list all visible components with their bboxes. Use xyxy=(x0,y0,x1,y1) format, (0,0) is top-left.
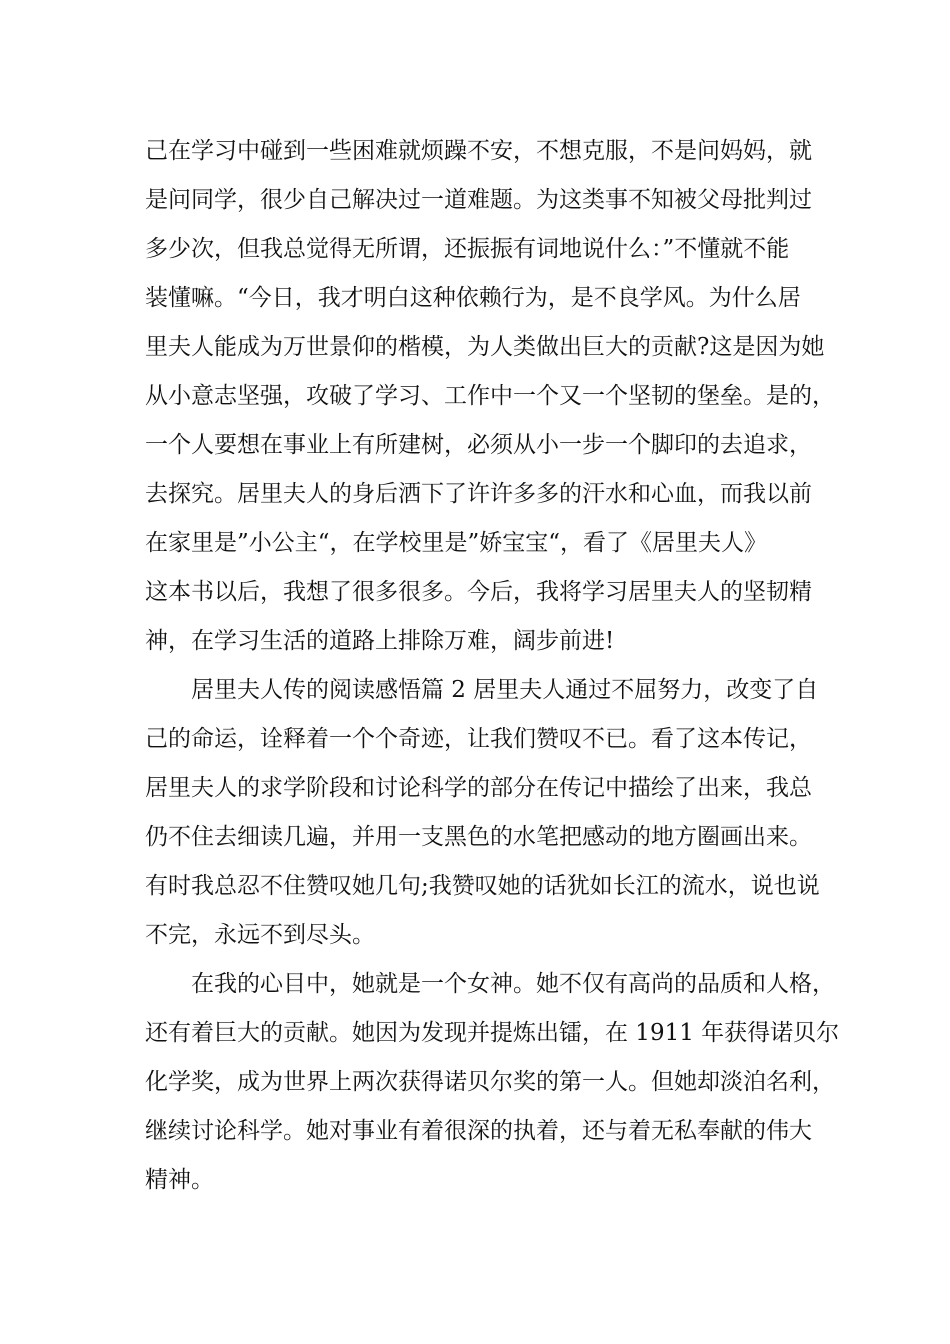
text-line: 是问同学，很少自己解决过一道难题。为这类事不知被父母批判过 xyxy=(145,187,812,213)
text-line: 神，在学习生活的道路上排除万难，阔步前进! xyxy=(145,628,615,654)
paragraph-1 xyxy=(145,127,835,666)
text-line: 己的命运，诠释着一个个奇迹，让我们赞叹不已。看了这本传记， xyxy=(145,726,812,752)
text-line: 在家里是”小公主“，在学校里是”娇宝宝“，看了《居里夫人》 xyxy=(145,530,768,556)
text-line: 一个人要想在事业上有所建树，必须从小一步一个脚印的去追求， xyxy=(145,432,812,458)
text-line: 不完，永远不到尽头。 xyxy=(145,922,375,948)
text-line: 多少次，但我总觉得无所谓，还振振有词地说什么：”不懂就不能 xyxy=(145,236,790,262)
text-line: 化学奖，成为世界上两次获得诺贝尔奖的第一人。但她却淡泊名利， xyxy=(145,1069,835,1095)
text-line: 装懂嘛。“今日，我才明白这种依赖行为，是不良学风。为什么居 xyxy=(145,285,801,311)
text-line: 居里夫人的求学阶段和讨论科学的部分在传记中描绘了出来，我总 xyxy=(145,775,812,801)
text-line: 己在学习中碰到一些困难就烦躁不安，不想克服，不是问妈妈，就 xyxy=(145,138,812,164)
text-line: 里夫人能成为万世景仰的楷模，为人类做出巨大的贡献?这是因为她 xyxy=(145,334,825,360)
text-line: 有时我总忍不住赞叹她几句;我赞叹她的话犹如长江的流水，说也说 xyxy=(145,873,820,899)
text-line: 这本书以后，我想了很多很多。今后，我将学习居里夫人的坚韧精 xyxy=(145,579,812,605)
text-line: 精神。 xyxy=(145,1167,214,1193)
paragraph-3 xyxy=(145,960,840,1205)
paragraph-2 xyxy=(145,666,820,960)
text-line: 从小意志坚强，攻破了学习、工作中一个又一个坚韧的堡垒。是的， xyxy=(145,383,835,409)
text-line: 仍不住去细读几遍，并用一支黑色的水笔把感动的地方圈画出来。 xyxy=(145,824,812,850)
text-line: 在我的心目中，她就是一个女神。她不仅有高尚的品质和人格， xyxy=(145,971,835,997)
text-line: 去探究。居里夫人的身后洒下了许许多多的汗水和心血，而我以前 xyxy=(145,481,812,507)
text-line: 居里夫人传的阅读感悟篇 2 居里夫人通过不屈努力，改变了自 xyxy=(145,677,819,703)
text-line: 还有着巨大的贡献。她因为发现并提炼出镭，在 1911 年获得诺贝尔 xyxy=(145,1020,840,1046)
text-line: 继续讨论科学。她对事业有着很深的执着，还与着无私奉献的伟大 xyxy=(145,1118,812,1144)
